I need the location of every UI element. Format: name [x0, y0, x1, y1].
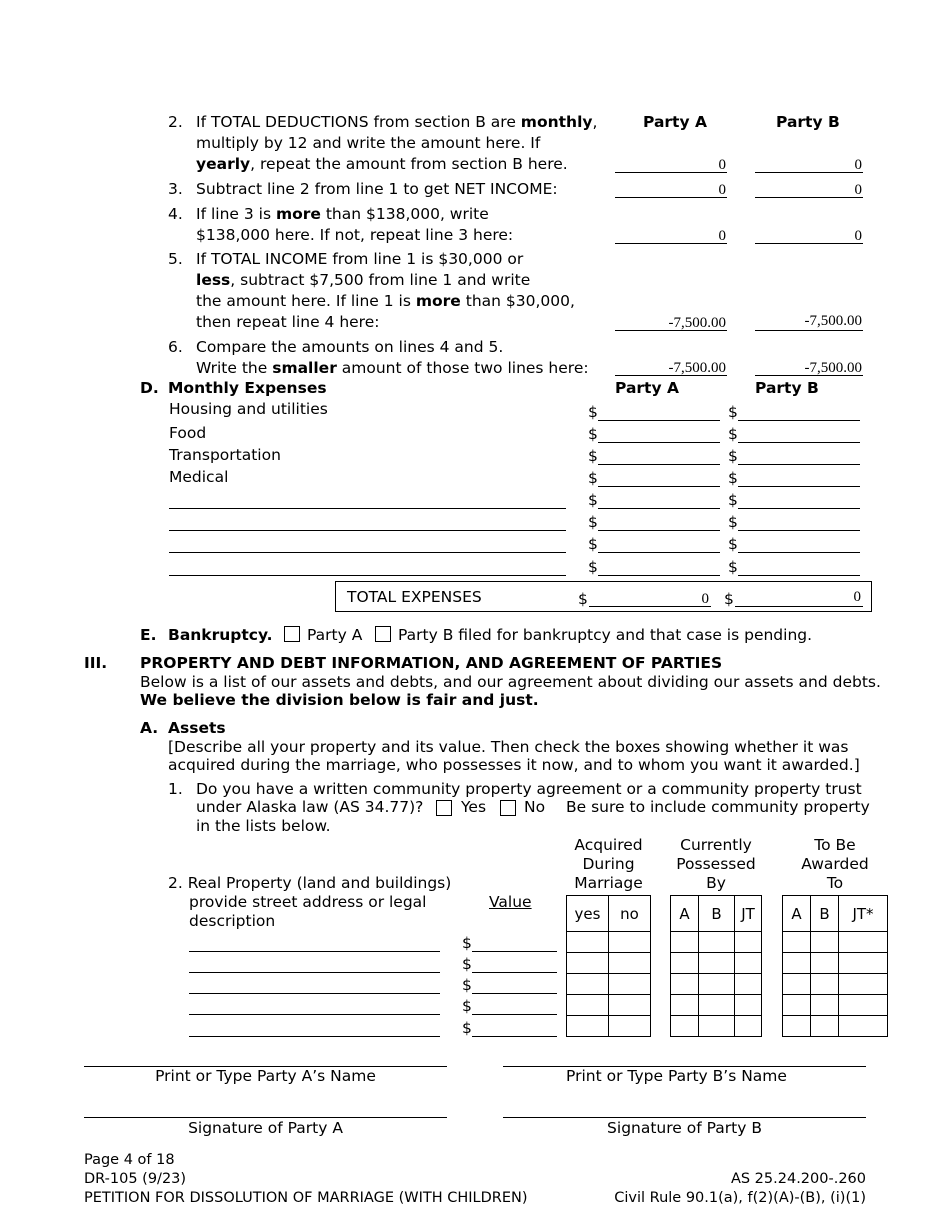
awarded-header-2: Awarded — [801, 855, 869, 873]
expense-b-field-5[interactable] — [738, 508, 860, 509]
possessed-cell[interactable] — [671, 995, 699, 1016]
acquired-cell[interactable] — [567, 932, 609, 953]
expenses-party-b-header: Party B — [755, 379, 819, 397]
awarded-header-3: To — [826, 874, 844, 892]
line6-a-value: -7,500.00 — [668, 360, 726, 376]
section-iii-numeral: III. — [84, 654, 108, 672]
assets-letter: A. — [140, 719, 159, 737]
awarded-cell[interactable] — [839, 995, 888, 1016]
expense-housing-label: Housing and utilities — [169, 400, 328, 418]
party-a-signature-field[interactable] — [84, 1117, 447, 1118]
party-a-header: Party A — [643, 113, 707, 131]
possessed-cell[interactable] — [735, 995, 762, 1016]
party-a-name-label: Print or Type Party A’s Name — [155, 1067, 376, 1085]
line3-a-value: 0 — [718, 182, 726, 198]
assets-title: Assets — [168, 719, 226, 737]
line5-number: 5. — [168, 250, 183, 268]
awarded-b-header: B — [811, 896, 839, 932]
q1-text-3: Be sure to include community property — [566, 798, 870, 816]
form-number: DR-105 (9/23) — [84, 1171, 187, 1187]
line4-number: 4. — [168, 205, 183, 223]
line4-text1: If line 3 is more than $138,000, write — [196, 205, 489, 223]
expense-b-field-1[interactable] — [738, 420, 860, 421]
possessed-header-3: By — [706, 874, 726, 892]
dollar-sign: $ — [728, 447, 738, 465]
dollar-sign: $ — [728, 491, 738, 509]
awarded-header-1: To Be — [814, 836, 856, 854]
expense-b-field-7[interactable] — [738, 552, 860, 553]
expense-b-field-3[interactable] — [738, 464, 860, 465]
expense-a-field-7[interactable] — [598, 552, 720, 553]
acquired-header-2: During — [582, 855, 635, 873]
possessed-cell[interactable] — [699, 932, 735, 953]
possessed-grid — [670, 895, 762, 1037]
q1-text-4: in the lists below. — [196, 817, 331, 835]
awarded-cell[interactable] — [839, 932, 888, 953]
line5-text3: the amount here. If line 1 is more than $30,000, — [196, 292, 575, 310]
line3-text: Subtract line 2 from line 1 to get NET INCOME: — [196, 180, 558, 198]
dollar-sign: $ — [588, 558, 598, 576]
line3-number: 3. — [168, 180, 183, 198]
line6-text2: Write the smaller amount of those two lines here: — [196, 359, 589, 377]
dollar-sign: $ — [728, 558, 738, 576]
line5-text2: less, subtract $7,500 from line 1 and write — [196, 271, 531, 289]
line3-b-value: 0 — [854, 182, 862, 198]
q2-line-2: provide street address or legal — [189, 893, 427, 911]
awarded-cell[interactable] — [783, 995, 811, 1016]
party-b-name-label: Print or Type Party B’s Name — [566, 1067, 787, 1085]
awarded-cell[interactable] — [811, 995, 839, 1016]
possessed-cell[interactable] — [671, 932, 699, 953]
value-column-label: Value — [489, 893, 532, 911]
dollar-sign: $ — [728, 425, 738, 443]
assets-desc-2: acquired during the marriage, who possesses it now, and to whom you want it awarded.] — [168, 756, 860, 774]
acquired-cell[interactable] — [609, 953, 651, 974]
acquired-no-header: no — [609, 896, 651, 932]
community-property-no-checkbox[interactable] — [500, 800, 516, 816]
dollar-sign: $ — [588, 403, 598, 421]
dollar-sign: $ — [462, 976, 472, 994]
expense-other-label-3[interactable] — [169, 552, 566, 553]
q1-text-2: under Alaska law (AS 34.77)? — [196, 798, 424, 816]
line6-text1: Compare the amounts on lines 4 and 5. — [196, 338, 504, 356]
dollar-sign: $ — [728, 535, 738, 553]
expense-other-label-1[interactable] — [169, 508, 566, 509]
possessed-cell[interactable] — [699, 953, 735, 974]
line5-text1: If TOTAL INCOME from line 1 is $30,000 or — [196, 250, 524, 268]
bankruptcy-party-b-label: Party B filed for bankruptcy and that case is pending. — [398, 626, 813, 644]
acquired-grid — [566, 895, 651, 1037]
possessed-cell[interactable] — [735, 932, 762, 953]
acquired-cell[interactable] — [567, 1016, 609, 1037]
line2-number: 2. — [168, 113, 183, 131]
expense-medical-label: Medical — [169, 468, 229, 486]
line2-text1: If TOTAL DEDUCTIONS from section B are monthly, — [196, 113, 598, 131]
awarded-cell[interactable] — [811, 1016, 839, 1037]
acquired-cell[interactable] — [567, 953, 609, 974]
total-b-field[interactable] — [735, 606, 863, 607]
dollar-sign: $ — [462, 1019, 472, 1037]
total-expenses-label: TOTAL EXPENSES — [347, 588, 482, 606]
property-description-field-1[interactable] — [189, 951, 440, 952]
expense-a-field-4[interactable] — [598, 486, 720, 487]
line6-b-value: -7,500.00 — [804, 360, 862, 376]
section-d-letter: D. — [140, 379, 159, 397]
dollar-sign: $ — [462, 997, 472, 1015]
possessed-cell[interactable] — [671, 974, 699, 995]
awarded-cell[interactable] — [783, 932, 811, 953]
dollar-sign: $ — [588, 447, 598, 465]
assets-desc-1: [Describe all your property and its value. Then check the boxes showing whether it was — [168, 738, 849, 756]
property-value-field-1[interactable] — [472, 951, 557, 952]
possessed-cell[interactable] — [735, 1016, 762, 1037]
line4-a-value: 0 — [718, 228, 726, 244]
line2-text3: yearly, repeat the amount from section B here. — [196, 155, 568, 173]
expense-other-label-2[interactable] — [169, 530, 566, 531]
acquired-header-3: Marriage — [574, 874, 643, 892]
property-value-field-5[interactable] — [472, 1036, 557, 1037]
expense-a-field-2[interactable] — [598, 442, 720, 443]
dollar-sign: $ — [728, 403, 738, 421]
dollar-sign: $ — [588, 513, 598, 531]
expense-a-field-5[interactable] — [598, 508, 720, 509]
dollar-sign: $ — [724, 590, 734, 608]
acquired-header-1: Acquired — [574, 836, 643, 854]
line4-text2: $138,000 here. If not, repeat line 3 here: — [196, 226, 514, 244]
line5-b-field[interactable] — [755, 330, 863, 331]
property-value-field-4[interactable] — [472, 1014, 557, 1015]
party-b-signature-label: Signature of Party B — [607, 1119, 762, 1137]
awarded-cell[interactable] — [783, 1016, 811, 1037]
section-e-title: Bankruptcy. — [168, 626, 273, 644]
dollar-sign: $ — [588, 535, 598, 553]
statute-reference: AS 25.24.200-.260 — [730, 1171, 866, 1187]
community-property-yes-label: Yes — [461, 798, 487, 816]
possessed-header-2: Possessed — [676, 855, 756, 873]
dollar-sign: $ — [728, 469, 738, 487]
total-a-value: 0 — [701, 591, 709, 607]
dollar-sign: $ — [462, 934, 472, 952]
property-description-field-2[interactable] — [189, 972, 440, 973]
q1-text-1: Do you have a written community property agreement or a community property trust — [196, 780, 862, 798]
bankruptcy-party-a-label: Party A — [307, 626, 363, 644]
awarded-jt-header: JT* — [839, 896, 888, 932]
awarded-cell[interactable] — [811, 932, 839, 953]
civil-rule-reference: Civil Rule 90.1(a), f(2)(A)-(B), (i)(1) — [614, 1190, 866, 1206]
property-value-field-2[interactable] — [472, 972, 557, 973]
possessed-cell[interactable] — [671, 1016, 699, 1037]
awarded-grid — [782, 895, 888, 1037]
line2-a-value: 0 — [718, 157, 726, 173]
possessed-cell[interactable] — [735, 974, 762, 995]
q2-line-3: description — [189, 912, 276, 930]
possessed-cell[interactable] — [671, 953, 699, 974]
expense-b-field-8[interactable] — [738, 575, 860, 576]
section-iii-agreement: We believe the division below is fair and just. — [140, 691, 539, 709]
line5-a-value: -7,500.00 — [668, 315, 726, 331]
expense-food-label: Food — [169, 424, 207, 442]
bankruptcy-party-b-checkbox[interactable] — [375, 626, 391, 642]
line6-number: 6. — [168, 338, 183, 356]
community-property-yes-checkbox[interactable] — [436, 800, 452, 816]
section-e-letter: E. — [140, 626, 157, 644]
q2-line-1: 2. Real Property (land and buildings) — [168, 874, 452, 892]
line2-text2: multiply by 12 and write the amount here. If — [196, 134, 541, 152]
expense-b-field-2[interactable] — [738, 442, 860, 443]
awarded-cell[interactable] — [839, 974, 888, 995]
dollar-sign: $ — [588, 491, 598, 509]
possessed-cell[interactable] — [699, 974, 735, 995]
acquired-cell[interactable] — [609, 995, 651, 1016]
awarded-cell[interactable] — [811, 953, 839, 974]
expense-a-field-6[interactable] — [598, 530, 720, 531]
awarded-cell[interactable] — [839, 1016, 888, 1037]
property-description-field-4[interactable] — [189, 1014, 440, 1015]
section-iii-intro: Below is a list of our assets and debts, and our agreement about dividing our assets and debts. — [140, 673, 881, 691]
acquired-cell[interactable] — [609, 974, 651, 995]
awarded-cell[interactable] — [783, 974, 811, 995]
awarded-cell[interactable] — [783, 953, 811, 974]
dollar-sign: $ — [588, 469, 598, 487]
expense-other-label-4[interactable] — [169, 575, 566, 576]
possessed-cell[interactable] — [699, 1016, 735, 1037]
page-number: Page 4 of 18 — [84, 1152, 175, 1168]
expense-a-field-1[interactable] — [598, 420, 720, 421]
expense-b-field-4[interactable] — [738, 486, 860, 487]
acquired-cell[interactable] — [567, 995, 609, 1016]
acquired-cell[interactable] — [609, 1016, 651, 1037]
line2-b-value: 0 — [854, 157, 862, 173]
possessed-cell[interactable] — [699, 995, 735, 1016]
awarded-cell[interactable] — [839, 953, 888, 974]
q1-number: 1. — [168, 780, 183, 798]
acquired-yes-header: yes — [567, 896, 609, 932]
property-description-field-3[interactable] — [189, 993, 440, 994]
dollar-sign: $ — [578, 590, 588, 608]
expense-a-field-8[interactable] — [598, 575, 720, 576]
possessed-cell[interactable] — [735, 953, 762, 974]
party-b-header: Party B — [776, 113, 840, 131]
expense-transportation-label: Transportation — [169, 446, 281, 464]
possessed-b-header: B — [699, 896, 735, 932]
dollar-sign: $ — [462, 955, 472, 973]
line5-text4: then repeat line 4 here: — [196, 313, 380, 331]
bankruptcy-party-a-checkbox[interactable] — [284, 626, 300, 642]
line4-b-value: 0 — [854, 228, 862, 244]
possessed-header-1: Currently — [680, 836, 752, 854]
expense-b-field-6[interactable] — [738, 530, 860, 531]
awarded-a-header: A — [783, 896, 811, 932]
expenses-party-a-header: Party A — [615, 379, 679, 397]
awarded-cell[interactable] — [811, 974, 839, 995]
party-a-signature-label: Signature of Party A — [188, 1119, 343, 1137]
possessed-jt-header: JT — [735, 896, 762, 932]
possessed-a-header: A — [671, 896, 699, 932]
form-title: PETITION FOR DISSOLUTION OF MARRIAGE (WITH CHILDREN) — [84, 1190, 528, 1206]
total-b-value: 0 — [853, 589, 861, 605]
expense-a-field-3[interactable] — [598, 464, 720, 465]
section-d-title: Monthly Expenses — [168, 379, 327, 397]
acquired-cell[interactable] — [567, 974, 609, 995]
property-description-field-5[interactable] — [189, 1036, 440, 1037]
community-property-no-label: No — [524, 798, 546, 816]
party-b-signature-field[interactable] — [503, 1117, 866, 1118]
dollar-sign: $ — [588, 425, 598, 443]
acquired-cell[interactable] — [609, 932, 651, 953]
line5-b-value: -7,500.00 — [804, 313, 862, 329]
property-value-field-3[interactable] — [472, 993, 557, 994]
dollar-sign: $ — [728, 513, 738, 531]
section-iii-title: PROPERTY AND DEBT INFORMATION, AND AGREEMENT OF PARTIES — [140, 654, 723, 672]
